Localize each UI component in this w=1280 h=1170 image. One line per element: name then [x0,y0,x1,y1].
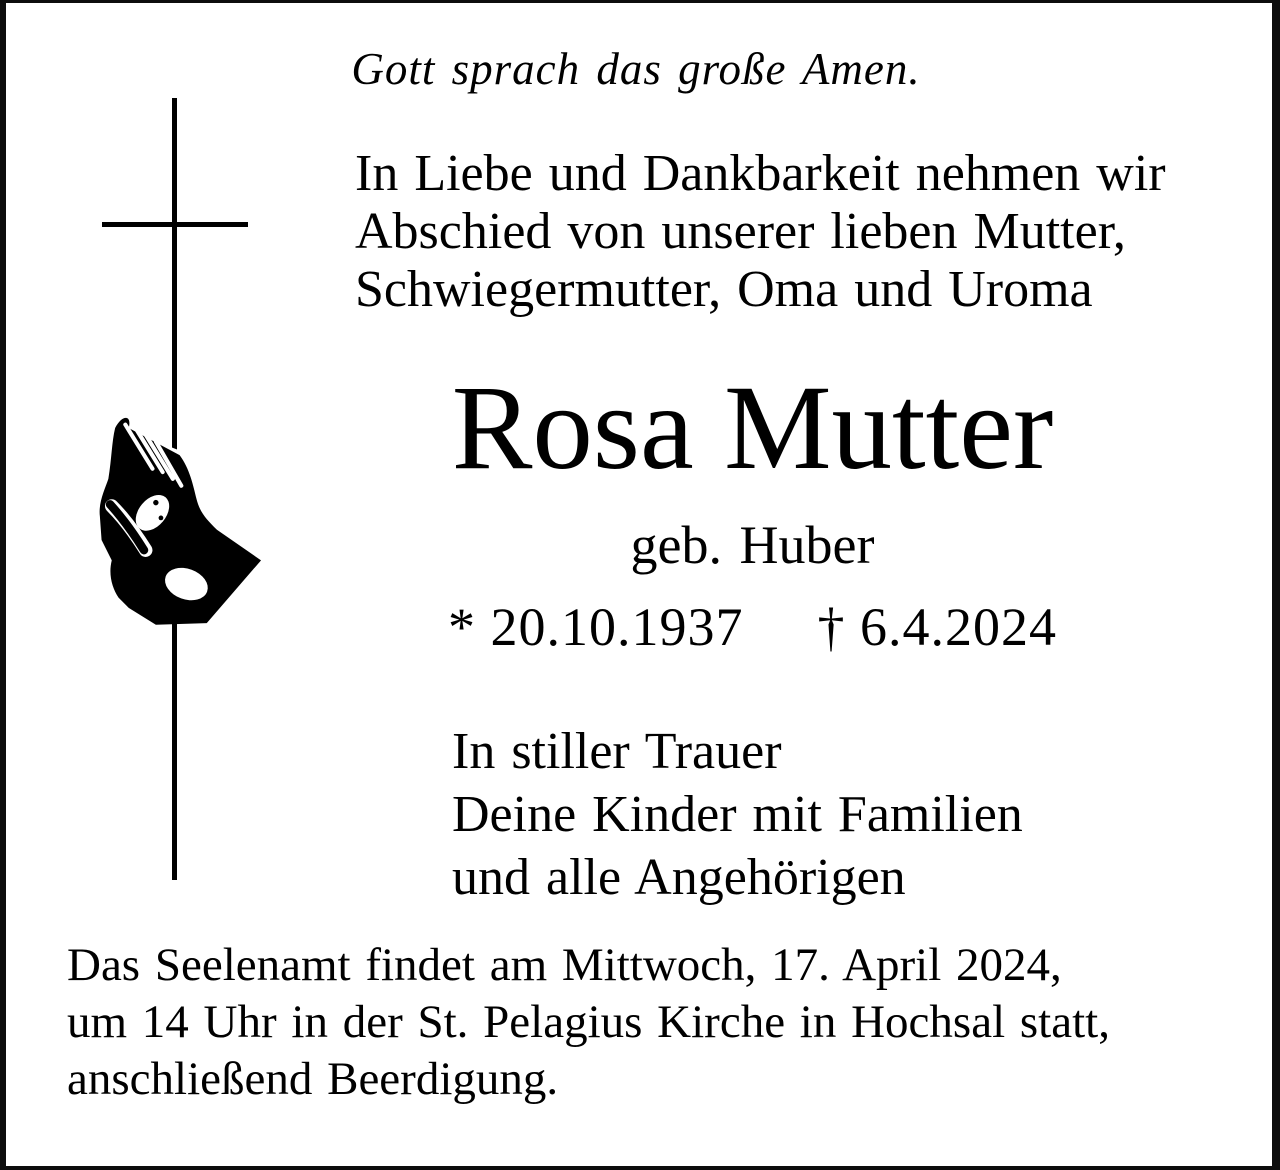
epigraph: Gott sprach das große Amen. [351,44,921,94]
praying-hands-icon [88,404,278,642]
intro-line: Schwiegermutter, Oma und Uroma [355,261,1093,318]
service-paragraph [67,937,1257,1108]
mourners-paragraph [452,720,1152,909]
death-date: † 6.4.2024 [817,597,1057,657]
bottom-edge-rule [0,1166,1280,1170]
mourners-line: Deine Kinder mit Familien [452,786,1023,843]
cross-horizontal-bar [102,222,248,227]
mourners-line: und alle Angehörigen [452,849,906,906]
service-line: anschließend Beerdigung. [67,1053,559,1105]
service-line: Das Seelenamt findet am Mittwoch, 17. April 2024, [67,939,1062,991]
deceased-name: Rosa Mutter [451,361,1054,495]
intro-paragraph [355,145,1215,319]
life-dates [355,597,1150,657]
maiden-name: geb. Huber [630,515,875,575]
top-edge-rule [0,0,1280,3]
birth-date: * 20.10.1937 [448,597,744,657]
mourners-line: In stiller Trauer [452,723,782,780]
right-edge-rule [1272,0,1280,1170]
service-line: um 14 Uhr in der St. Pelagius Kirche in Hochsal statt, [67,996,1110,1048]
left-edge-rule [0,0,6,1170]
intro-line: Abschied von unserer lieben Mutter, [355,203,1126,260]
intro-line: In Liebe und Dankbarkeit nehmen wir [355,145,1166,202]
